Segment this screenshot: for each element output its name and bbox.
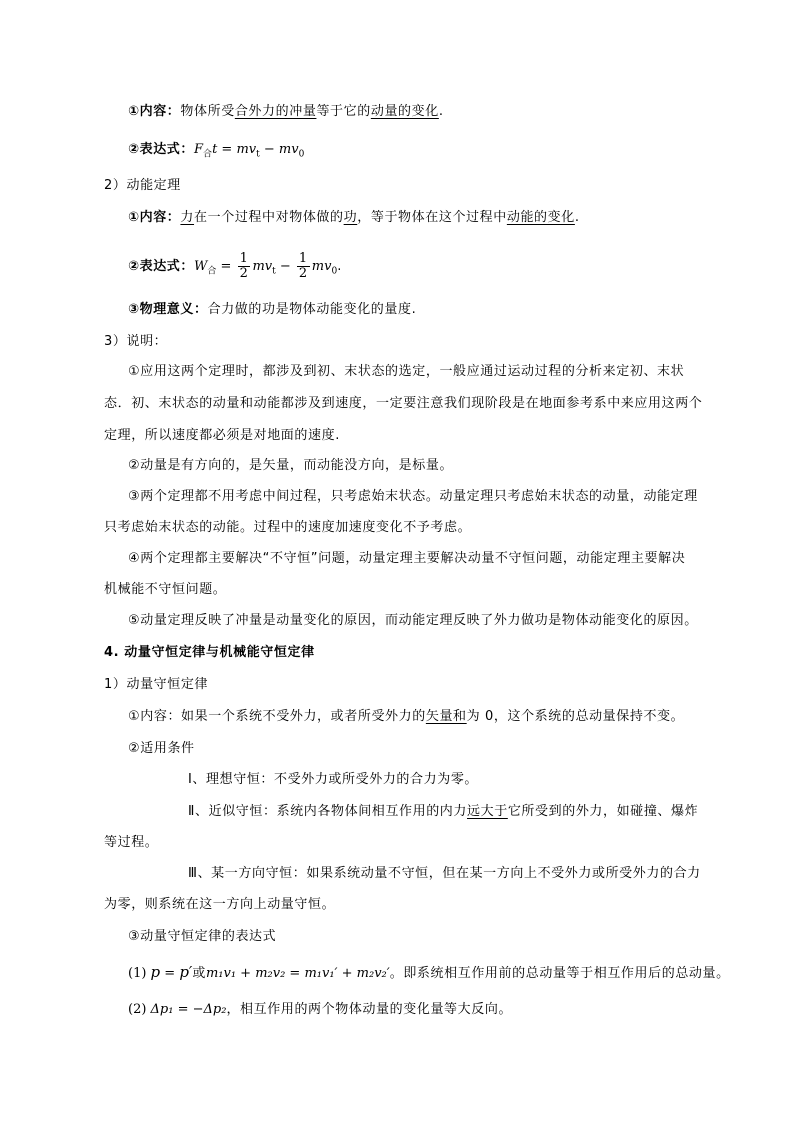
momentum-theorem-expression <box>128 140 304 165</box>
math: t = mv <box>212 142 257 157</box>
text: . <box>574 210 580 225</box>
paragraph-line: 定理，所以速度都必须是对地面的速度. <box>104 428 340 443</box>
underlined-term: 远大于 <box>467 804 508 819</box>
kinetic-theorem-meaning <box>128 300 416 320</box>
paragraph-line: ①应用这两个定理时，都涉及到初、末状态的选定，一般应通过运动过程的分析来定初、末状 <box>128 364 685 379</box>
text: ，相互作用的两个物体动量的变化量等大反向。 <box>226 1002 513 1017</box>
underlined-term: 动能的变化 <box>506 210 575 225</box>
paragraph-line: 机械能不守恒问题。 <box>104 582 227 597</box>
condition-item: Ⅰ、理想守恒：不受外力或所受外力的合力为零。 <box>188 772 479 787</box>
text: ，等于物体在这个过程中 <box>357 210 507 225</box>
underlined-term: 矢量和 <box>425 709 467 724</box>
conservation-content <box>128 707 684 727</box>
math: Δp₁ = −Δp₂ <box>150 1002 227 1017</box>
equation-number: (1) <box>128 966 151 981</box>
paragraph-line: ③两个定理都不用考虑中间过程，只考虑始末状态。动量定理只考虑始末状态的动量，动能定理 <box>128 489 698 504</box>
expression-heading: ③动量守恒定律的表达式 <box>128 929 277 944</box>
kinetic-theorem-expression <box>128 252 342 282</box>
math: − <box>275 259 295 274</box>
math-sub: t <box>272 266 276 277</box>
conservation-equation-1 <box>128 962 730 984</box>
text: 在一个过程中对物体做的 <box>194 210 344 225</box>
math: = <box>216 259 236 274</box>
text: . <box>337 259 342 274</box>
math-sub: 合 <box>207 266 217 277</box>
paragraph-line: 态．初、末状态的动量和动能都涉及到速度，一定要注意我们现阶段是在地面参考系中来应用这两个 <box>104 396 703 411</box>
math: p <box>150 963 161 981</box>
fraction: $\frac{1}{2}$ <box>239 251 249 281</box>
text: ①内容：如果一个系统不受外力，或者所受外力的 <box>128 709 426 724</box>
underlined-term: 功 <box>343 210 358 225</box>
text: 合力做的功是物体动能变化的量度. <box>207 302 417 317</box>
text: 等于它的 <box>316 104 371 119</box>
equation-number: (2) <box>128 1002 151 1017</box>
section-heading: 4. 动量守恒定律与机械能守恒定律 <box>104 645 315 660</box>
paragraph-line: ⑤动量定理反映了冲量是动量变化的原因，而动能定理反映了外力做功是物体动能变化的原因。 <box>128 613 698 628</box>
subsection-heading: 1）动量守恒定律 <box>104 677 209 692</box>
content-label: ①内容： <box>128 104 181 119</box>
conservation-equation-2 <box>128 1000 512 1020</box>
fraction: $\frac{1}{2}$ <box>298 251 308 281</box>
math-sub: 0 <box>331 266 338 277</box>
content-label: ①内容： <box>128 210 181 225</box>
text: 它所受到的外力，如碰撞、爆炸 <box>507 804 699 819</box>
math: − mv <box>259 142 299 157</box>
expression-label: ②表达式： <box>128 259 195 274</box>
section-heading: 3）说明： <box>104 334 168 349</box>
paragraph-line: ②动量是有方向的，是矢量，而动能没方向，是标量。 <box>128 458 454 473</box>
text: . <box>438 104 444 119</box>
meaning-label: ③物理意义： <box>128 302 208 317</box>
momentum-theorem-content <box>128 102 444 122</box>
section-heading: 2）动能定理 <box>104 178 181 193</box>
condition-item: Ⅲ、某一方向守恒：如果系统动量不守恒，但在某一方向上不受外力或所受外力的合力 <box>188 866 701 881</box>
math-sub: t <box>256 149 260 160</box>
math: mv <box>311 259 332 274</box>
text: 或 <box>192 966 206 981</box>
condition-item <box>188 802 698 822</box>
expression-label: ②表达式： <box>128 142 195 157</box>
paragraph-line: 为零，则系统在这一方向上动量守恒。 <box>104 897 336 912</box>
paragraph-line: 等过程。 <box>104 835 159 850</box>
paragraph-line: ④两个定理都主要解决“不守恒”问题，动量定理主要解决动量不守恒问题，动能定理主要解决 <box>128 551 686 566</box>
text: 物体所受 <box>180 104 235 119</box>
math: F <box>194 142 204 157</box>
math: = <box>160 966 180 981</box>
text: 。即系统相互作用前的总动量等于相互作用后的总动量。 <box>389 966 730 981</box>
math: mv <box>252 259 273 274</box>
math-sub: 合 <box>203 149 213 160</box>
text: 为 0，这个系统的总动量保持不变。 <box>466 709 685 724</box>
math: p′ <box>179 963 193 981</box>
underlined-term: 合外力的冲量 <box>234 104 317 119</box>
underlined-term: 动量的变化 <box>370 104 439 119</box>
math: m₁v₁ + m₂v₂ = m₁v₁′ + m₂v₂′ <box>205 966 390 981</box>
conditions-heading: ②适用条件 <box>128 741 195 756</box>
underlined-term: 力 <box>180 210 195 225</box>
paragraph-line: 只考虑始末状态的动能。过程中的速度加速度变化不予考虑。 <box>104 520 472 535</box>
text: Ⅱ、近似守恒：系统内各物体间相互作用的内力 <box>188 804 467 819</box>
math: W <box>194 259 208 274</box>
math-sub: 0 <box>298 149 305 160</box>
kinetic-theorem-content <box>128 208 580 228</box>
